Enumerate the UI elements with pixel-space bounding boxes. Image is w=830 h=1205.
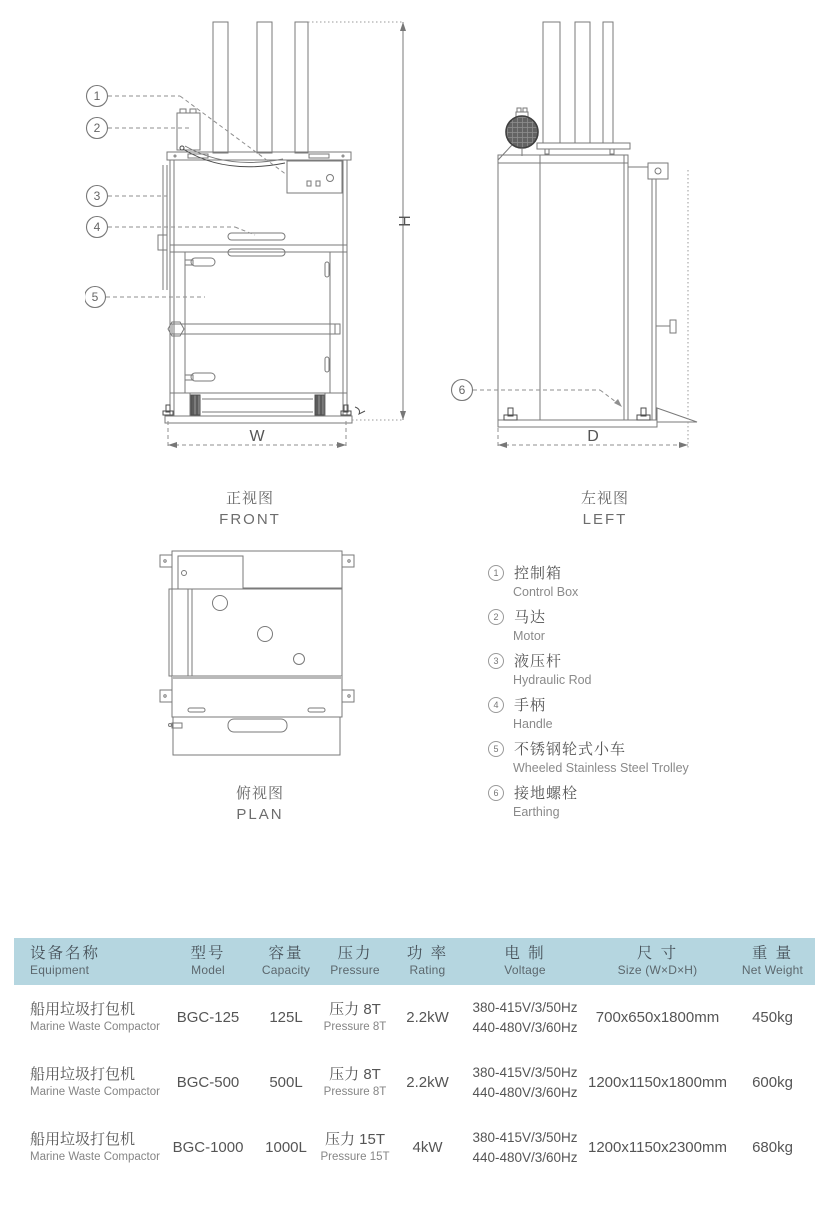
callout-4 — [87, 217, 256, 238]
dim-w-label: W — [249, 428, 265, 445]
plan-control-box — [178, 556, 243, 589]
left-view-label-zh: 左视图 — [580, 490, 629, 507]
motor — [498, 108, 538, 160]
cell-capacity: 1000L — [265, 1138, 307, 1156]
cell-rating: 2.2kW — [406, 1008, 449, 1026]
top-plate — [537, 143, 630, 149]
dim-h-label: H — [395, 215, 412, 227]
spec-table-header — [14, 938, 815, 985]
callout-5 — [85, 287, 205, 308]
left-view-label — [450, 487, 760, 528]
col-equipment: 设备名称 Equipment — [30, 945, 101, 977]
earthing-symbol-front — [355, 407, 365, 414]
col-voltage: 电 制 Voltage — [504, 945, 546, 977]
legend-zh-5: 不锈钢轮式小车 — [514, 741, 627, 758]
handle-slot-upper — [228, 233, 285, 240]
cell-voltage: 380-415V/3/50Hz 440-480V/3/60Hz — [472, 999, 578, 1035]
cell-rating: 4kW — [412, 1138, 443, 1156]
legend-badge-4: 4 — [488, 697, 504, 713]
svg-text:4: 4 — [93, 220, 101, 234]
cell-voltage: 380-415V/3/50Hz 440-480V/3/60Hz — [472, 1064, 578, 1100]
legend-badge-1: 1 — [488, 565, 504, 581]
hydraulic-rods-left — [543, 22, 613, 143]
callout-6 — [452, 380, 623, 408]
motor-cable — [180, 146, 285, 167]
cross-bar — [168, 322, 340, 336]
col-rating: 功 率 Rating — [406, 945, 449, 977]
dim-height — [308, 22, 412, 420]
cell-rating: 2.2kW — [406, 1073, 449, 1091]
legend-item-handle — [488, 694, 788, 731]
svg-text:2: 2 — [93, 121, 101, 135]
svg-text:3: 3 — [93, 189, 101, 203]
legend-en-6: Earthing — [513, 805, 560, 819]
legend-badge-5: 5 — [488, 741, 504, 757]
motor-box — [177, 109, 200, 150]
cell-model: BGC-125 — [176, 1008, 240, 1026]
dim-width — [168, 421, 346, 448]
cell-voltage: 380-415V/3/50Hz 440-480V/3/60Hz — [472, 1129, 578, 1165]
legend-en-1: Control Box — [513, 585, 579, 599]
cell-equipment: 船用垃圾打包机 Marine Waste Compactor — [30, 1000, 160, 1033]
legend-item-motor — [488, 606, 788, 643]
cell-pressure: 压力 8T Pressure 8T — [323, 1000, 387, 1033]
machine-body-left — [498, 155, 628, 420]
plan-view-label-zh: 俯视图 — [235, 785, 284, 802]
svg-text:6: 6 — [458, 383, 466, 397]
front-view-label-en: FRONT — [219, 511, 281, 528]
legend-item-control-box — [488, 562, 788, 599]
svg-text:1: 1 — [93, 89, 101, 103]
legend-en-5: Wheeled Stainless Steel Trolley — [513, 761, 689, 775]
col-pressure: 压力 Pressure — [330, 945, 380, 977]
plan-view-label-en: PLAN — [236, 806, 284, 823]
hydraulic-rods — [213, 22, 308, 153]
front-view-label-zh: 正视图 — [225, 490, 274, 507]
legend-item-trolley — [488, 738, 788, 775]
legend-en-2: Motor — [513, 629, 545, 643]
cell-model: BGC-500 — [176, 1073, 240, 1091]
dim-d-label: D — [587, 428, 599, 445]
cell-pressure: 压力 8T Pressure 8T — [323, 1065, 387, 1098]
cell-pressure: 压力 15T Pressure 15T — [320, 1130, 390, 1163]
trolley — [190, 393, 325, 416]
cell-capacity: 125L — [269, 1008, 303, 1026]
legend-zh-3: 液压杆 — [514, 653, 563, 670]
legend-zh-4: 手柄 — [514, 697, 547, 714]
spec-table — [14, 938, 815, 1180]
base-left — [498, 408, 697, 427]
legend-en-4: Handle — [513, 717, 553, 731]
table-row-bgc-1000 — [14, 1115, 815, 1180]
legend-zh-6: 接地螺栓 — [514, 785, 579, 802]
legend-item-hydraulic-rod — [488, 650, 788, 687]
plan-chamber — [169, 589, 342, 676]
plan-view-drawing — [130, 545, 390, 775]
door-latches — [185, 258, 329, 381]
cell-size: 1200x1150x2300mm — [588, 1138, 727, 1156]
cell-capacity: 500L — [269, 1073, 303, 1091]
cell-size: 700x650x1800mm — [595, 1008, 720, 1026]
cell-weight: 600kg — [752, 1073, 793, 1091]
plan-drawer — [169, 717, 341, 755]
left-view-label-en: LEFT — [582, 511, 628, 528]
svg-text:5: 5 — [91, 290, 99, 304]
front-view-drawing — [85, 15, 415, 455]
cell-size: 1200x1150x1800mm — [588, 1073, 727, 1091]
control-box — [287, 161, 342, 193]
legend-badge-2: 2 — [488, 609, 504, 625]
plan-seam — [172, 676, 342, 679]
legend-zh-1: 控制箱 — [514, 565, 563, 582]
front-view-label — [85, 487, 415, 528]
col-capacity: 容量 Capacity — [261, 945, 311, 977]
callout-2 — [87, 118, 190, 139]
table-row-bgc-125 — [14, 985, 815, 1050]
cell-weight: 680kg — [752, 1138, 793, 1156]
legend-badge-3: 3 — [488, 653, 504, 669]
dim-depth — [498, 170, 688, 449]
plan-view-label — [130, 782, 390, 823]
table-row-bgc-500 — [14, 1050, 815, 1115]
right-rail — [628, 163, 676, 420]
legend-zh-2: 马达 — [514, 609, 547, 626]
cell-equipment: 船用垃圾打包机 Marine Waste Compactor — [30, 1065, 160, 1098]
col-size: 尺 寸 Size (W×D×H) — [617, 945, 698, 977]
col-model: 型号 Model — [190, 945, 226, 977]
legend-en-3: Hydraulic Rod — [513, 673, 592, 687]
cell-weight: 450kg — [752, 1008, 793, 1026]
left-view-drawing — [450, 15, 760, 455]
cell-equipment: 船用垃圾打包机 Marine Waste Compactor — [30, 1130, 160, 1163]
legend-badge-6: 6 — [488, 785, 504, 801]
cell-model: BGC-1000 — [172, 1138, 244, 1156]
parts-legend — [488, 562, 788, 826]
legend-item-earthing — [488, 782, 788, 819]
col-net-weight: 重 量 Net Weight — [741, 945, 804, 977]
machine-body — [170, 160, 347, 416]
mount-tabs — [160, 555, 354, 702]
callout-3 — [87, 186, 168, 207]
